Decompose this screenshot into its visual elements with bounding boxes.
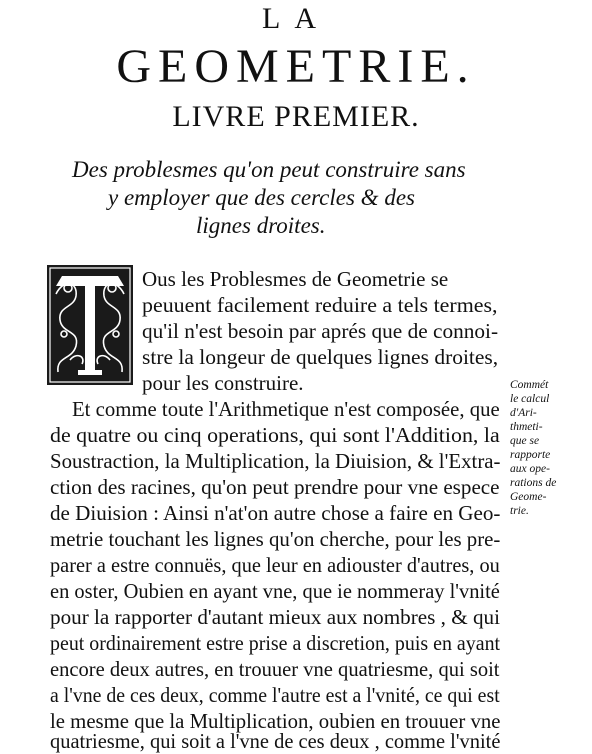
body-line-18: le mesme que la Multiplication, oubien en trouuer vne [50,709,501,733]
body-line-13: en oster, Oubien en ayant vne, que ie nommeray l'vnité [50,579,500,603]
subtitle-line-1: Des problesmes qu'on peut construire sans [72,157,466,182]
margin-note-line: aux ope- [510,463,550,475]
margin-note-line: trie. [510,505,529,517]
body-line-6: Et comme toute l'Arithmetique n'est composée, que [72,397,500,421]
margin-note-line: Commét [510,379,549,391]
body-line-11: metrie touchant les lignes qu'on cherche, pour les pre- [50,527,501,551]
body-line-10: de Diuision : Ainsi n'at'on autre chose a faire en Geo- [50,501,501,525]
body-line-3: qu'il n'est besoin par aprés que de connoi- [142,319,499,343]
page-title: GEOMETRIE. [116,40,476,93]
header-la: LA [262,2,330,35]
body-line-2: peuuent facilement reduire a tels termes, [142,293,498,317]
margin-note-line: que se [510,435,540,447]
margin-note [510,378,580,518]
body-line-5: pour les construire. [142,371,304,395]
subtitle-line-2: y employer que des cercles & des [108,185,415,210]
ornament-initial-icon [46,264,134,386]
decorated-initial-t [46,264,134,386]
margin-note-line: rapporte [510,449,551,461]
body-line-9: ction des racines, qu'on peut prendre pour vne espece [50,475,500,499]
body-line-16: encore deux autres, en trouuer vne quatriesme, qui soit [50,657,500,681]
book-heading: LIVRE PREMIER. [172,100,420,133]
body-line-12: parer a estre connuës, que leur en adiouster d'autres, ou [50,553,500,577]
body-line-7: de quatre ou cinq operations, qui sont l'Addition, la [50,423,500,447]
margin-note-line: le calcul [510,393,550,405]
body-line-17: a l'vne de ces deux, comme l'autre est a l'vnité, ce qui est [50,683,500,707]
margin-note-line: d'Ari- [510,407,537,419]
margin-note-line: rations de [510,477,557,489]
body-line-19: quatriesme, qui soit a l'vne de ces deux , comme l'vnité [50,729,501,753]
body-line-15: peut ordinairement estre prise a discretion, puis en ayant [50,631,501,655]
body-line-8: Soustraction, la Multiplication, la Diuision, & l'Extra- [50,449,501,473]
body-line-4: stre la longeur de quelques lignes droites, [142,345,499,369]
body-line-14: pour la rapporter d'autant mieux aux nombres , & qui [50,605,500,629]
margin-note-line: thmeti- [510,421,543,433]
subtitle-line-3: lignes droites. [196,213,326,238]
body-line-1: Ous les Problesmes de Geometrie se [142,267,449,291]
margin-note-line: Geome- [510,491,547,503]
